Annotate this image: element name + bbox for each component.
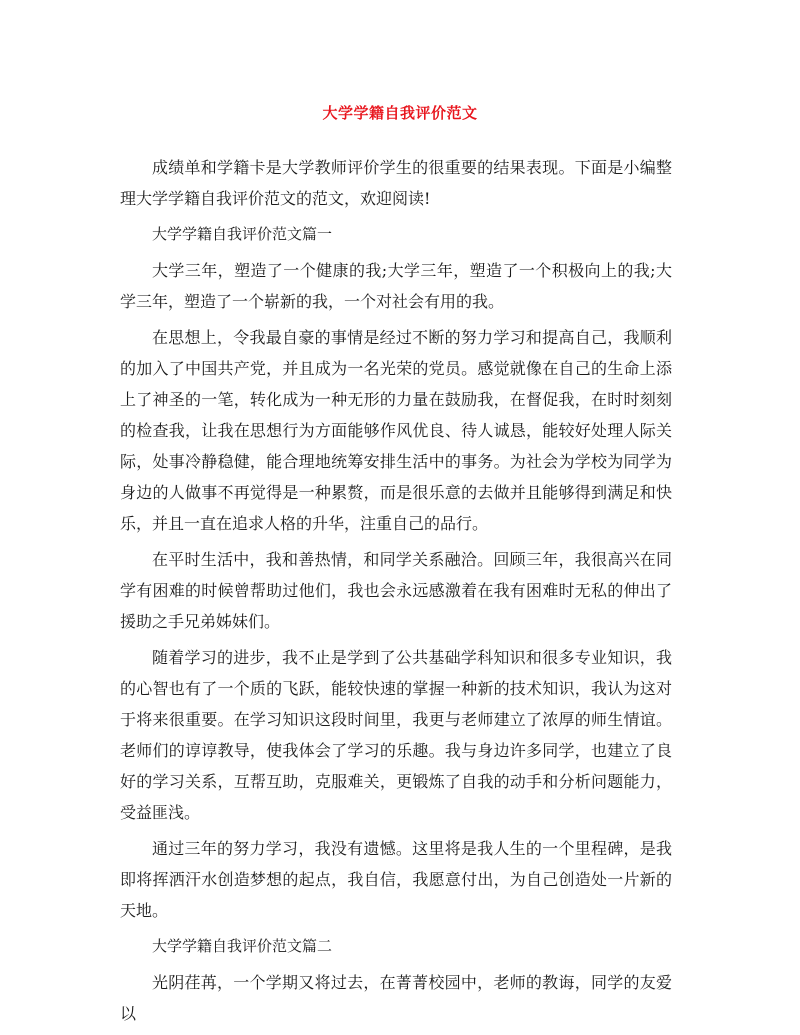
body-paragraph: 通过三年的努力学习，我没有遗憾。这里将是我人生的一个里程碑，是我即将挥洒汗水创造梦想的起点，我自信，我愿意付出，为自己创造处一片新的天地。 [120, 839, 672, 920]
section-heading-2: 大学学籍自我评价范文篇二 [152, 937, 333, 955]
document-body [120, 152, 672, 1034]
body-paragraph: 大学三年，塑造了一个健康的我;大学三年，塑造了一个积极向上的我;大学三年，塑造了一个崭新的我，一个对社会有用的我。 [120, 261, 672, 311]
body-paragraph: 在平时生活中，我和善热情，和同学关系融洽。回顾三年，我很高兴在同学有困难的时候曾帮助过他们，我也会永远感激着在我有困难时无私的伸出了援助之手兄弟姊妹们。 [120, 550, 672, 631]
body-paragraph: 在思想上，令我最自豪的事情是经过不断的努力学习和提高自己，我顺利的加入了中国共产党，并且成为一名光荣的党员。感觉就像在自己的生命上添上了神圣的一笔，转化成为一种无形的力量在鼓励我，在督促我，在时时刻刻的检查我，让我在思想行为方面能够作风优良、待人诚恳，能较好处理人际关际，处事冷静稳健，能合理地统筹安排生活中的事务。为社会为学校为同学为身边的人做事不再觉得是一种累赘，而是很乐意的去做并且能够得到满足和快乐，并且一直在追求人格的升华，注重自己的品行。 [120, 328, 672, 533]
document-title: 大学学籍自我评价范文 [322, 104, 478, 122]
section-heading-1: 大学学籍自我评价范文篇一 [152, 225, 333, 243]
body-paragraph: 随着学习的进步，我不止是学到了公共基础学科知识和很多专业知识，我的心智也有了一个质的飞跃，能较快速的掌握一种新的技术知识，我认为这对于将来很重要。在学习知识这段时间里，我更与老师建立了浓厚的师生情谊。老师们的谆谆教导，使我体会了学习的乐趣。我与身边许多同学，也建立了良好的学习关系，互帮互助，克服难关，更锻炼了自我的动手和分析问题能力，受益匪浅。 [120, 648, 672, 822]
intro-paragraph: 成绩单和学籍卡是大学教师评价学生的很重要的结果表现。下面是小编整理大学学籍自我评价范文的范文，欢迎阅读! [120, 158, 672, 208]
body-paragraph: 光阴荏苒，一个学期又将过去，在菁菁校园中，老师的教诲，同学的友爱以 [120, 973, 672, 1023]
